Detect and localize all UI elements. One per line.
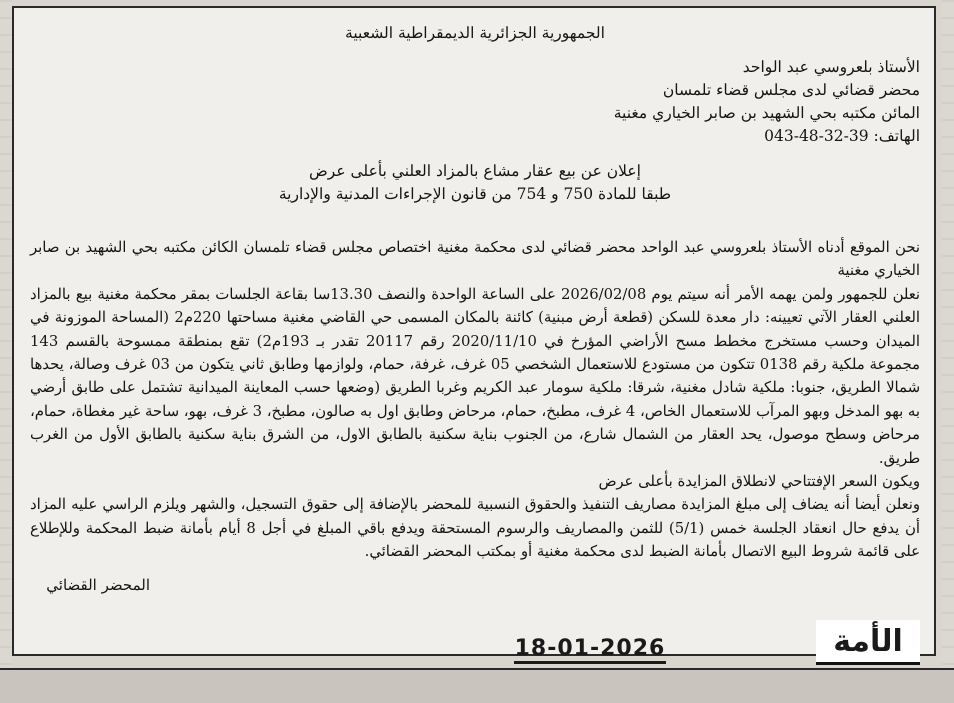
paragraph-sale-details: نعلن للجمهور ولمن يهمه الأمر أنه سيتم يوم 2026/02/08 على الساعة الواحدة والنصف 13.30سا بقاعة الجلسات بمقر محكمة مغنية بيع بالمزاد العلني العقار الآتي تعيينه: دار معدة للسكن (قطعة أرض مبنية) كائنة بالمكان المسمى حي القاضي مغنية مساحتها 220م2 (المساحة الموزونة في الميدان وحسب مستخرج مخطط مسح الأراضي المؤرخ في 2020/11/10 رقم 20117 تقدر بـ 193م2) تقع بمنطقة ممسوحة بالقسم 143 مجموعة ملكية رقم 0138 تتكون من مستودع للاستعمال الشخصي 05 غرف، غرفة، حمام، ولوازمها وطابق ثاني يتكون من 03 غرف وصالة، يحدها شمالا الطريق، جنوبا: ملكية شادل مغنية، شرقا: ملكية سومار عبد الكريم وغربا الطريق (وضعها حسب المعاينة الميدانية تشتمل على طابق أرضي به بهو المدخل وبهو المرآب للاستعمال الخاص، 4 غرف، مطبخ، حمام، مرحاض وطابق اول به صالون، مطبخ، 3 غرف، بهو، ساحة غير مغطاة، حمام، مرحاض وسطح موصول، يحد العقار من الشمال شارع، من الجنوب بناية سكنية بالطابق الاول، من الشرق بناية سكنية بالطابق الأول من الغرب طريق. (30, 285, 920, 467)
background-newspaper-left (0, 0, 12, 701)
sender-role: محضر قضائي لدى مجلس قضاء تلمسان (662, 81, 920, 99)
paragraph-fees: ونعلن أيضا أنه يضاف إلى مبلغ المزايدة مصاريف التنفيذ والحقوق النسبية للمحضر بالإضافة إلى حقوق التسجيل، والشهر ويلزم الراسي عليه المزاد أن يدفع حال انعقاد الجلسة خمس (5/1) للثمن والمصاريف والرسوم المستحقة ويدفع باقي المبلغ في أجل 8 أيام بأمانة ضبط المحكمة وللإطلاع على قائمة شروط البيع الاتصال بأمانة الضبط لدى محكمة مغنية أو بمكتب المحضر القضائي. (30, 496, 921, 561)
republic-header: الجمهورية الجزائرية الديمقراطية الشعبية (345, 24, 605, 42)
publication-date: 18-01-2026 (514, 636, 666, 664)
phone-number: 043-48-32-39 (764, 127, 869, 145)
logo-text: الأمة (833, 623, 903, 659)
title-line-2: طبقا للمادة 750 و 754 من قانون الإجراءات المدنية والإدارية (278, 185, 672, 203)
background-newspaper-right (942, 0, 954, 701)
sender-address: المائن مكتبه بحي الشهيد بن صابر الخياري مغنية (613, 104, 920, 122)
signature: المحضر القضائي (46, 575, 150, 594)
announcement-title (30, 160, 920, 206)
sender-block (30, 56, 920, 148)
newspaper-logo (816, 620, 920, 665)
auction-announcement (30, 14, 920, 594)
bottom-newspaper-band (0, 668, 954, 703)
paragraph-opening-price: ويكون السعر الإفتتاحي لانطلاق المزايدة بأعلى عرض (598, 473, 920, 491)
title-line-1: إعلان عن بيع عقار مشاع بالمزاد العلني بأعلى عرض (309, 162, 641, 180)
sender-phone (30, 125, 920, 148)
paragraph-intro: نحن الموقع أدناه الأستاذ بلعروسي عبد الواحد محضر قضائي لدى محكمة مغنية اختصاص مجلس قضاء تلمسان الكائن مكتبه بحي الشهيد بن صابر الخياري مغنية (30, 239, 920, 280)
phone-label: الهاتف: (868, 127, 920, 145)
ad-frame (12, 6, 936, 661)
announcement-body (30, 236, 920, 564)
sender-name: الأستاذ بلعروسي عبد الواحد (742, 58, 920, 76)
